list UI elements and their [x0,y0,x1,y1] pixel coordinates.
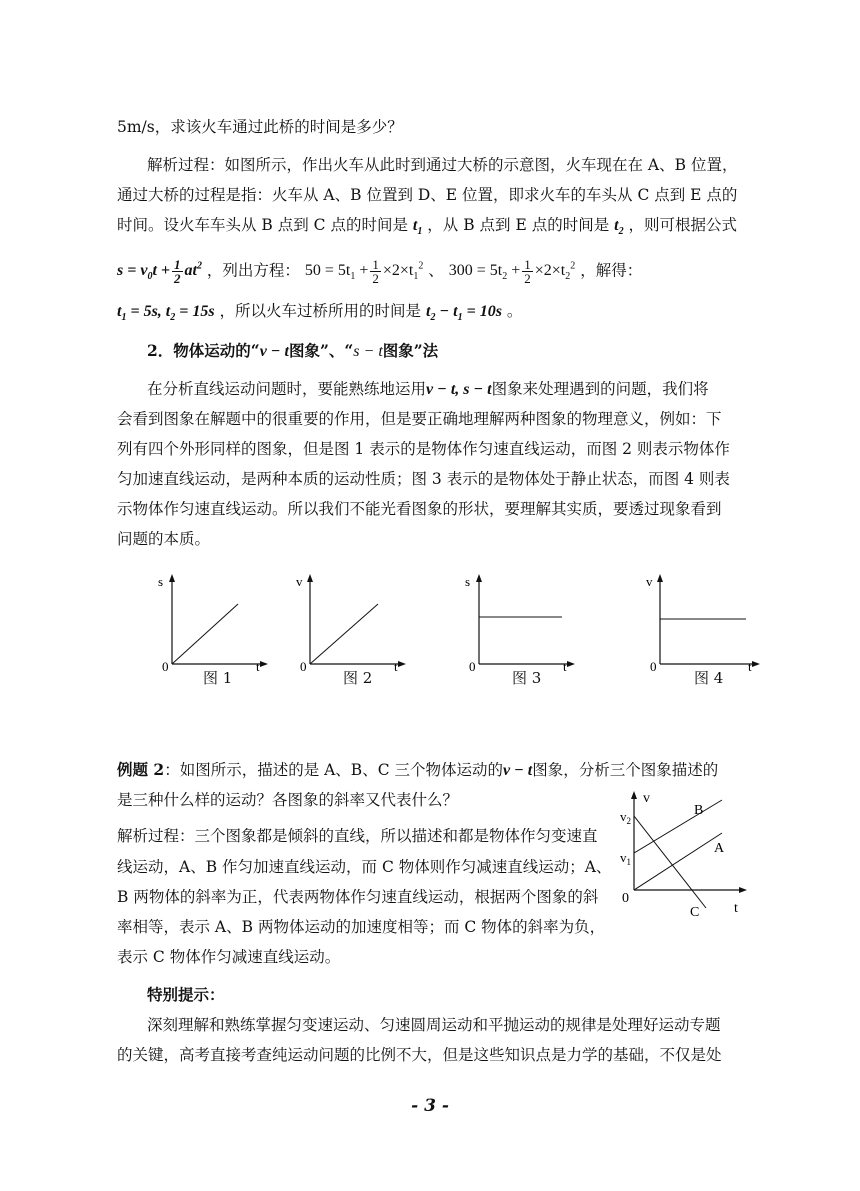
axis-v-label: v [643,791,650,806]
tip-heading: 特别提示： [147,985,225,1004]
text-line: 表示 C 物体作匀减速直线运动。 [117,948,341,966]
text-span: ，则可根据公式 [628,216,738,234]
text-line: 解析过程：三个图象都是倾斜的直线，所以描述和都是物体作匀变速直 [117,827,598,845]
text-span: ，解得： [580,261,643,280]
text-span: ，所以火车过桥所用的时间是 [219,302,422,320]
figure-3 [457,572,577,672]
fig-xlabel: t [394,659,398,672]
math-t1: $t_1$ [412,217,423,238]
figure-4-caption: 图 4 [694,669,724,687]
text-line: 会看到图象在解题中的很重要的作用，但是要正确地理解两种图象的物理意义，例如：下 [117,410,722,428]
figure-3-caption: 图 3 [512,669,542,687]
fig-origin: 0 [300,659,307,672]
fig-origin: 0 [650,659,657,672]
text-line: 的关键，高考直接考查纯运动问题的比例不大，但是这些知识点是力学的基础，不仅是处 [117,1046,722,1064]
label-c: C [690,905,700,920]
line-b [634,800,722,853]
text-line: 是三种什么样的运动？各图象的斜率又代表什么？ [117,791,459,809]
vt-graph-abc [610,786,760,926]
page-number: - 3 - [411,1096,449,1116]
text-span: ，从 B 点到 E 点的时间是 [427,216,610,234]
label-b: B [694,803,704,818]
kinematics-formula: $s = v_0t$ + $\frac{1}{2}$ $at^2$ [117,257,202,287]
figure-1 [150,572,270,672]
line-c [634,816,706,908]
fig-origin: 0 [162,659,169,672]
figure-1-caption: 图 1 [203,669,233,687]
v2-label: $v_2$ [620,809,631,826]
text-line: 解析过程：如图所示，作出火车从此时到通过大桥的示意图，火车现在在 A、B 位置， [147,156,738,174]
text-line: 通过大桥的过程是指：火车从 A、B 位置到 D、E 位置，即求火车的车头从 C 点到 E 点的 [117,186,738,204]
time-difference: $t_2 - t_1 = 10s$ [425,303,502,324]
fig-ylabel: v [646,574,653,589]
v1-label: $v_1$ [620,850,631,867]
text-line: 例题 2：如图所示，描述的是 A、B、C 三个物体运动的v − t图象，分析三个图象描述的 [117,760,719,779]
math-t2: $t_2$ [614,217,624,238]
fig-ylabel: s [158,574,164,589]
fig-origin: 0 [469,659,476,672]
text-line: 线运动，A、B 作匀加速直线运动，而 C 物体则作匀减速直线运动；A、 [117,858,612,876]
origin-label: 0 [622,891,629,906]
text-span: ，列出方程： [206,261,300,280]
figure-4 [638,572,762,672]
fig-ylabel: v [296,574,303,589]
section-heading: 2．物体运动的“v − t图象”、“s − t图象”法 [147,341,439,360]
example-label: 例题 2 [117,760,165,779]
fig-xlabel: t [563,659,567,672]
text-line: 在分析直线运动问题时，要能熟练地运用v − t, s − t图象来处理遇到的问题，我们将 [147,380,709,398]
text-line: 深刻理解和熟练掌握匀变速运动、匀速圆周运动和平抛运动的规律是处理好运动专题 [147,1016,721,1034]
label-a: A [714,841,725,856]
text-line: 匀加速直线运动，是两种本质的运动性质；图 3 表示的是物体处于静止状态，而图 4 则表 [117,470,730,488]
text-span: 时间。设火车车头从 B 点到 C 点的时间是 [117,216,408,234]
equation-2: $300 = 5t_2$ + $\frac{1}{2}$ $\times 2\times t_2^2$ [448,257,576,287]
figure-2 [288,572,408,672]
text-line [117,214,737,243]
text-line: 率相等，表示 A、B 两物体运动的加速度相等；而 C 物体的斜率为负， [117,918,606,936]
fig-ylabel: s [465,574,471,589]
text-line [117,300,522,329]
formula-line [117,256,642,289]
text-line: 列有四个外形同样的图象，但是图 1 表示的是物体作匀速直线运动，而图 2 则表示物体作 [117,440,730,458]
text-line: 5m/s，求该火车通过此桥的时间是多少？ [117,118,403,136]
solution: $t_1 = 5s$, $t_2 = 15s$ [117,303,215,324]
text-line: 问题的本质。 [117,530,211,548]
fig-xlabel: t [256,659,260,672]
text-line: B 两物体的斜率为正，代表两物体作匀速直线运动，根据两个图象的斜 [117,888,599,906]
axis-t-label: t [734,901,738,916]
equation-1: $50 = 5t_1$ + $\frac{1}{2}$ $\times 2\times t_1^2$ [304,257,424,287]
text-line: 示物体作匀速直线运动。所以我们不能光看图象的形状，要理解其实质，要透过现象看到 [117,500,722,518]
figure-2-caption: 图 2 [343,669,373,687]
text-span: 。 [506,302,523,320]
line-a [634,833,722,890]
text-span: 、 [428,261,444,280]
fig-xlabel: t [748,659,752,672]
